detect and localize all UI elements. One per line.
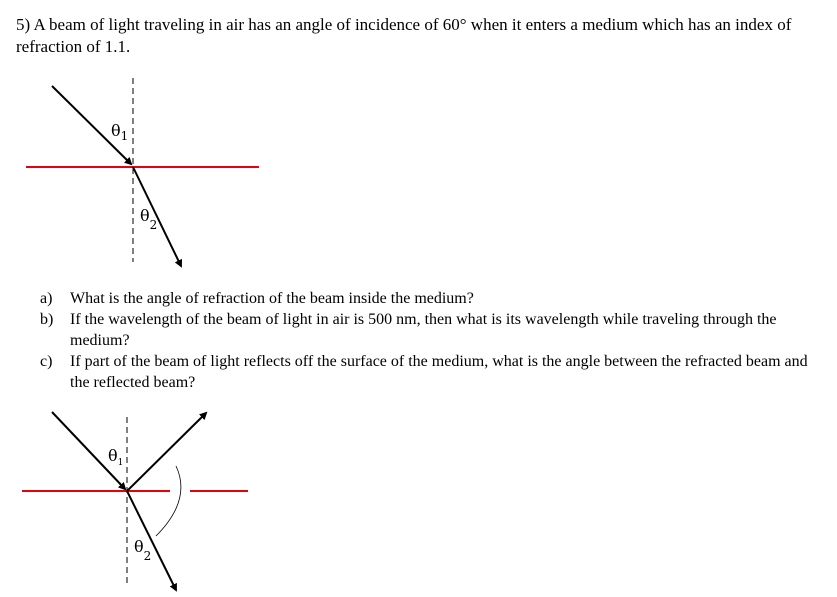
question-text: If the wavelength of the beam of light in air is 500 nm, then what is its wavelength while traveling through the medium? bbox=[70, 311, 777, 349]
problem-statement: 5) A beam of light traveling in air has an angle of incidence of 60° when it enters a medium which has an index of refraction of 1.1. bbox=[16, 15, 792, 56]
question-c bbox=[40, 351, 820, 393]
theta2-label-top: $\theta_2$ bbox=[140, 206, 158, 232]
question-text: What is the angle of refraction of the beam inside the medium? bbox=[70, 290, 474, 307]
question-letter: a) bbox=[40, 290, 53, 307]
question-list bbox=[40, 288, 820, 393]
theta1-label-bottom: $\theta_1$ bbox=[108, 446, 124, 468]
question-letter: c) bbox=[40, 353, 53, 370]
question-text: If part of the beam of light reflects off the surface of the medium, what is the angle between the refracted beam and the reflected beam? bbox=[70, 353, 808, 391]
reflected-ray-bottom bbox=[127, 413, 206, 491]
theta2-label-bottom: $\theta_2$ bbox=[134, 537, 152, 563]
bottom-diagram bbox=[22, 412, 248, 590]
theta1-label-top: $\theta_1$ bbox=[111, 121, 129, 143]
question-b bbox=[40, 309, 820, 351]
top-diagram bbox=[26, 78, 259, 266]
question-letter: b) bbox=[40, 311, 54, 328]
question-a bbox=[40, 288, 820, 309]
angle-arc-bottom bbox=[156, 466, 181, 536]
